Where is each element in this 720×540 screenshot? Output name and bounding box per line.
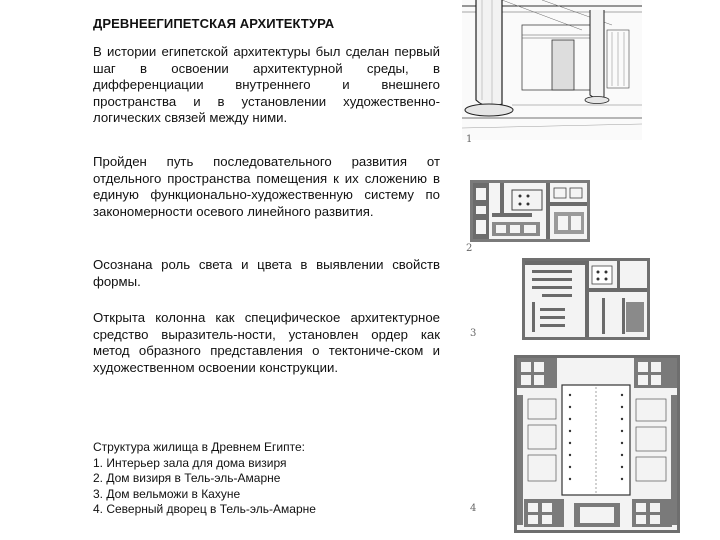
paragraph-history: В истории египетской архитектуры был сделан первый шаг в освоении архитектурной среды, в дифференциации внутреннего и внешнего пространства и в установлении художественно-логических связей между ними. [93,44,440,125]
page-title: ДРЕВНЕЕГИПЕТСКАЯ АРХИТЕКТУРА [93,16,335,31]
paragraph-light-color: Осознана роль света и цвета в выявлении свойств формы. [93,257,440,289]
figure-caption [93,440,453,518]
caption-item-1: 1. Интерьер зала для дома визиря [93,455,287,470]
caption-item-4: 4. Северный дворец в Тель-эль-Амарне [93,502,316,516]
figure-plan-kahun-house [522,258,650,340]
figure-plan-northern-palace [514,355,680,533]
paragraph-column-order: Открыта колонна как специфическое архитектурное средство выразитель-ности, установлен ордер как метод образного представления о тектониче-ском и художественном освоении конструкции. [93,310,440,375]
paragraph-development: Пройден путь последовательного развития от отдельного пространства помещения к их сложению в единую функционально-художественную систему по закономерности осевого линейного развития. [93,154,440,219]
figure-number-1: 1 [466,134,473,145]
figure-plan-vizier-house [470,180,590,242]
figure-number-2: 2 [466,243,473,254]
caption-item-2: 2. Дом визиря в Тель-эль-Амарне [93,471,281,485]
caption-item-3: 3. Дом вельможи в Кахуне [93,486,241,501]
figure-interior-hall [462,0,642,140]
figure-number-3: 3 [470,328,477,339]
caption-heading: Структура жилища в Древнем Египте: [93,440,305,454]
figure-number-4: 4 [470,503,477,514]
